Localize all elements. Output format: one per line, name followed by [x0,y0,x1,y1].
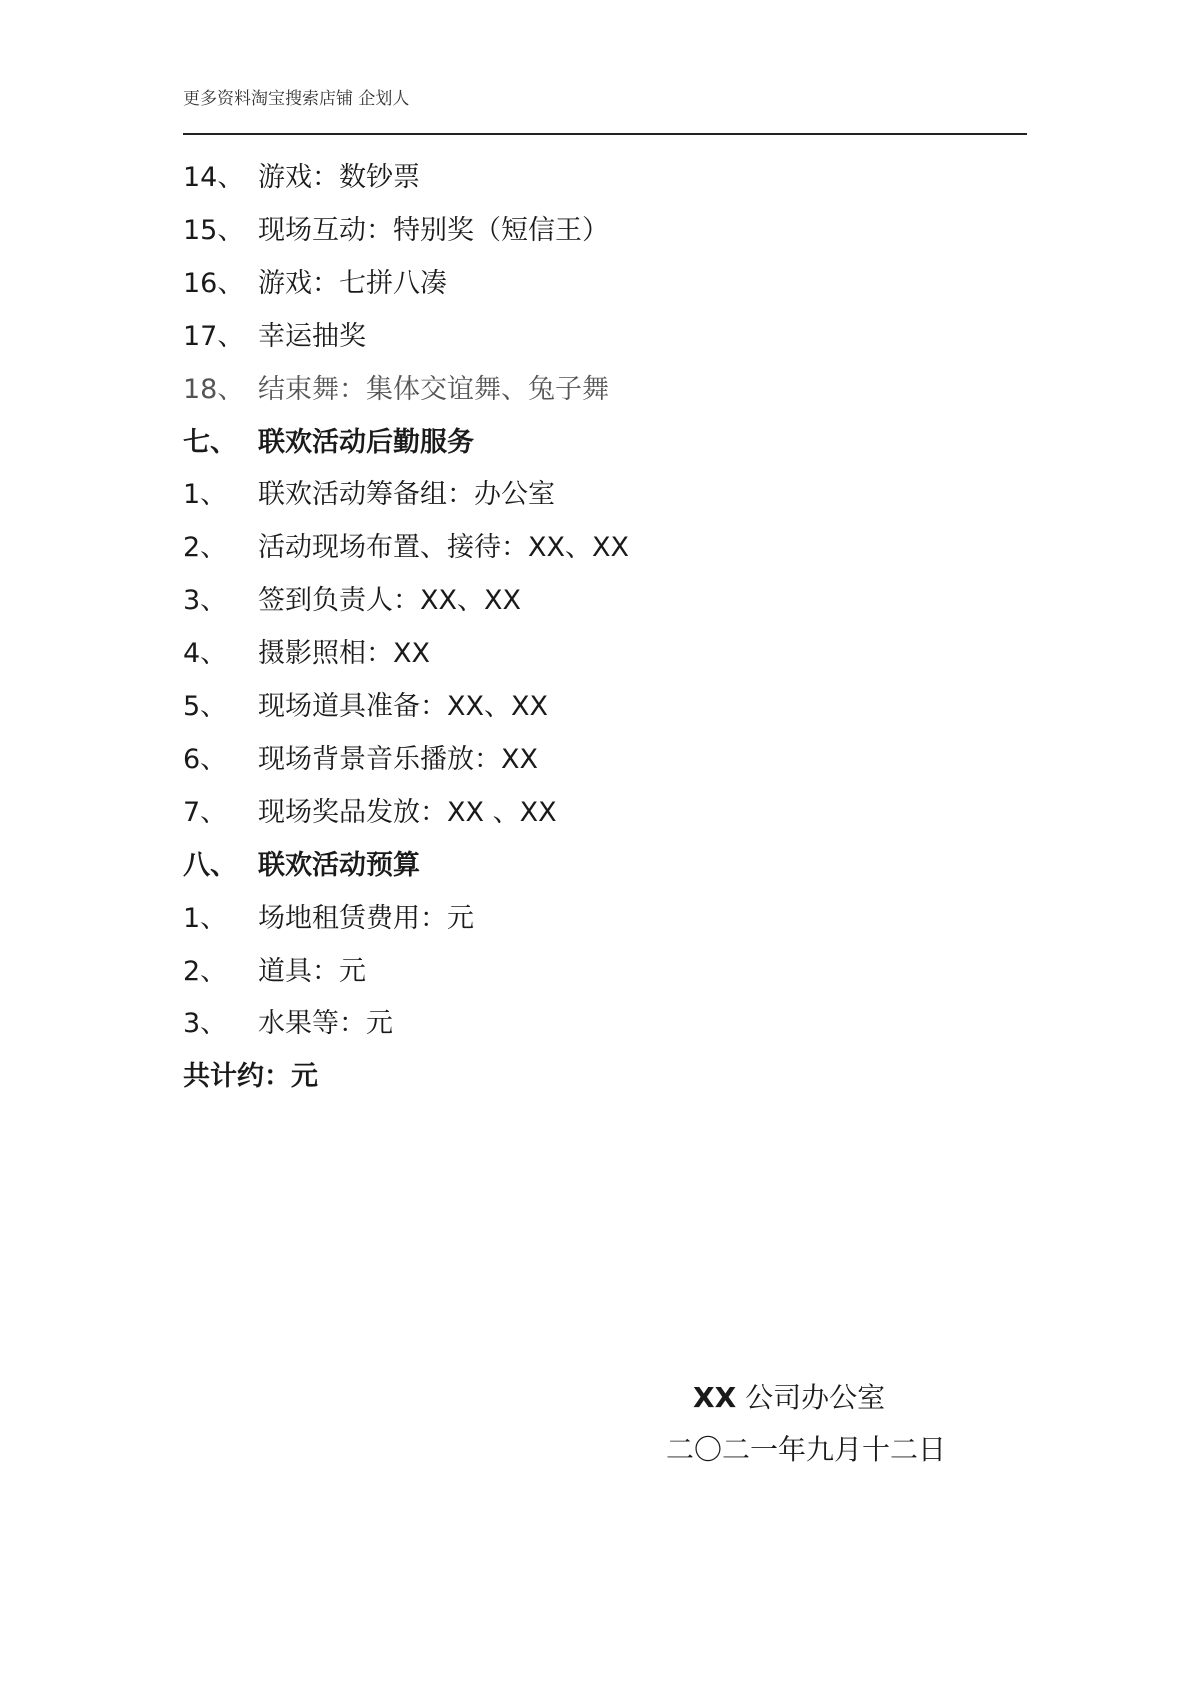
item-text: 场地租赁费用：元 [258,902,474,934]
item-number: 4、 [183,638,228,670]
list-item [183,530,629,566]
list-item [183,901,474,937]
item-number: 1、 [183,479,228,511]
page-header: 更多资料淘宝搜索店铺 企划人 [183,89,410,109]
item-number: 15、 [183,214,245,246]
item-text: 签到负责人：XX、XX [258,585,521,617]
list-item [183,372,609,408]
list-item [183,795,557,831]
list-item [183,319,366,355]
total-line: 共计约：元 [183,1061,318,1093]
item-text: 幸运抽奖 [258,320,366,352]
item-number: 八、 [183,849,237,881]
item-text: 活动现场布置、接待：XX、XX [258,532,629,564]
list-item [183,689,548,725]
item-number: 3、 [183,1008,228,1040]
item-number: 17、 [183,320,245,352]
item-text: 现场互动：特别奖（短信王） [258,214,609,246]
item-number: 2、 [183,955,228,987]
item-number: 18、 [183,373,245,405]
item-number: 6、 [183,743,228,775]
list-item [183,848,420,884]
item-number: 5、 [183,691,228,722]
item-number: 3、 [183,585,228,617]
item-number: 14、 [183,162,245,193]
list-item [183,1006,393,1042]
list-item [183,425,474,461]
list-item [183,160,420,196]
header-rule [183,133,1027,135]
company-name: 公司办公室 [745,1381,886,1414]
item-text: 结束舞：集体交谊舞、兔子舞 [258,373,609,405]
signature-company [693,1376,885,1416]
item-number: 2、 [183,532,228,564]
item-text: 摄影照相：XX [258,638,430,670]
item-number: 七、 [183,426,237,458]
signature-date: 二〇二一年九月十二日 [666,1433,947,1466]
item-text: 联欢活动预算 [258,849,420,881]
item-text: 道具：元 [258,955,366,987]
item-text: 水果等：元 [258,1008,393,1040]
item-text: 游戏：七拼八凑 [258,267,447,299]
item-text: 联欢活动筹备组：办公室 [258,479,555,511]
list-item [183,583,521,619]
list-item [183,213,609,249]
item-text: 现场奖品发放：XX 、XX [258,796,557,828]
item-number: 7、 [183,796,228,828]
list-item [183,266,447,302]
item-number: 16、 [183,267,245,299]
list-item [183,636,430,672]
item-text: 联欢活动后勤服务 [258,426,474,458]
list-item [183,477,555,513]
item-number: 1、 [183,902,228,934]
item-text: 现场道具准备：XX、XX [258,691,548,722]
company-prefix: XX [693,1381,737,1414]
item-text: 游戏：数钞票 [258,162,420,193]
list-item [183,954,366,990]
list-item [183,742,538,778]
item-text: 现场背景音乐播放：XX [258,743,538,775]
